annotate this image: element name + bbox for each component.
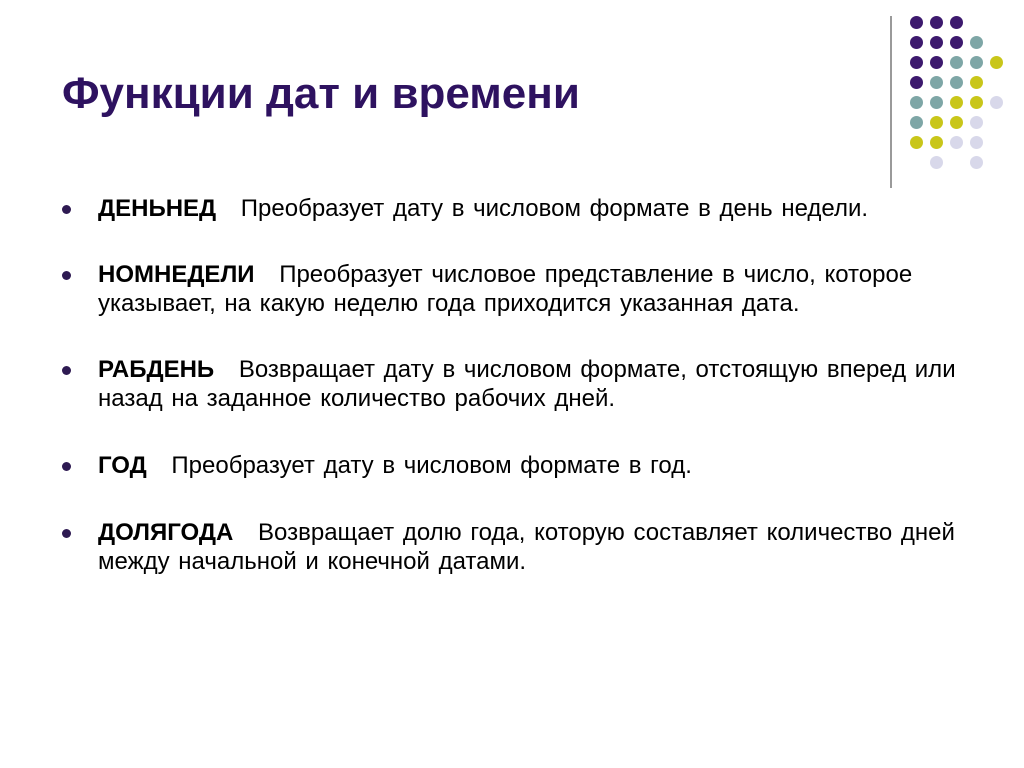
list-item — [62, 260, 962, 318]
decor-dot — [990, 56, 1003, 69]
function-name: ДЕНЬНЕД — [98, 195, 217, 222]
decor-dot — [930, 16, 943, 29]
function-name: НОМНЕДЕЛИ — [98, 261, 255, 288]
bullet-list — [62, 194, 962, 612]
decor-dot — [910, 116, 923, 129]
list-item — [62, 451, 962, 480]
decor-dot — [910, 56, 923, 69]
bullet-icon — [62, 271, 71, 280]
bullet-icon — [62, 529, 71, 538]
decor-dot — [950, 16, 963, 29]
function-description: Возвращает долю года, которую составляет количество дней между начальной и конечной датами. — [98, 519, 955, 575]
function-name: ГОД — [98, 452, 147, 479]
decor-dot — [910, 16, 923, 29]
function-name: ДОЛЯГОДА — [98, 519, 234, 546]
decor-dot — [970, 136, 983, 149]
decor-dot — [930, 76, 943, 89]
decor-dot — [930, 116, 943, 129]
decor-dot — [950, 96, 963, 109]
list-item — [62, 194, 962, 223]
decor-dot — [910, 136, 923, 149]
decor-dot — [990, 96, 1003, 109]
function-description: Возвращает дату в числовом формате, отстоящую вперед или назад на заданное количество рабочих дней. — [98, 356, 956, 412]
function-description: Преобразует дату в числовом формате в день недели. — [240, 195, 869, 222]
decor-dot — [910, 76, 923, 89]
decor-dot — [950, 36, 963, 49]
decor-dot — [930, 136, 943, 149]
decor-dot — [970, 76, 983, 89]
bullet-icon — [62, 462, 71, 471]
decor-dot — [910, 36, 923, 49]
decor-dot — [930, 96, 943, 109]
decor-dot — [970, 36, 983, 49]
function-description: Преобразует дату в числовом формате в год. — [171, 452, 692, 479]
decor-dot — [950, 136, 963, 149]
function-name: РАБДЕНЬ — [98, 356, 215, 383]
decor-dot — [950, 56, 963, 69]
decor-dot — [970, 156, 983, 169]
slide-title: Функции дат и времени — [62, 69, 580, 118]
decor-dot — [970, 56, 983, 69]
function-description: Преобразует числовое представление в число, которое указывает, на какую неделю года приходится указанная дата. — [98, 261, 913, 317]
vertical-divider — [890, 16, 892, 188]
bullet-icon — [62, 366, 71, 375]
decor-dot — [970, 116, 983, 129]
decor-dot — [910, 96, 923, 109]
list-item — [62, 518, 962, 576]
bullet-icon — [62, 205, 71, 214]
decor-dot — [930, 36, 943, 49]
decor-dot — [930, 56, 943, 69]
decor-dot — [970, 96, 983, 109]
decor-dot — [950, 116, 963, 129]
list-item — [62, 355, 962, 413]
decor-dot — [930, 156, 943, 169]
decor-dot — [950, 76, 963, 89]
